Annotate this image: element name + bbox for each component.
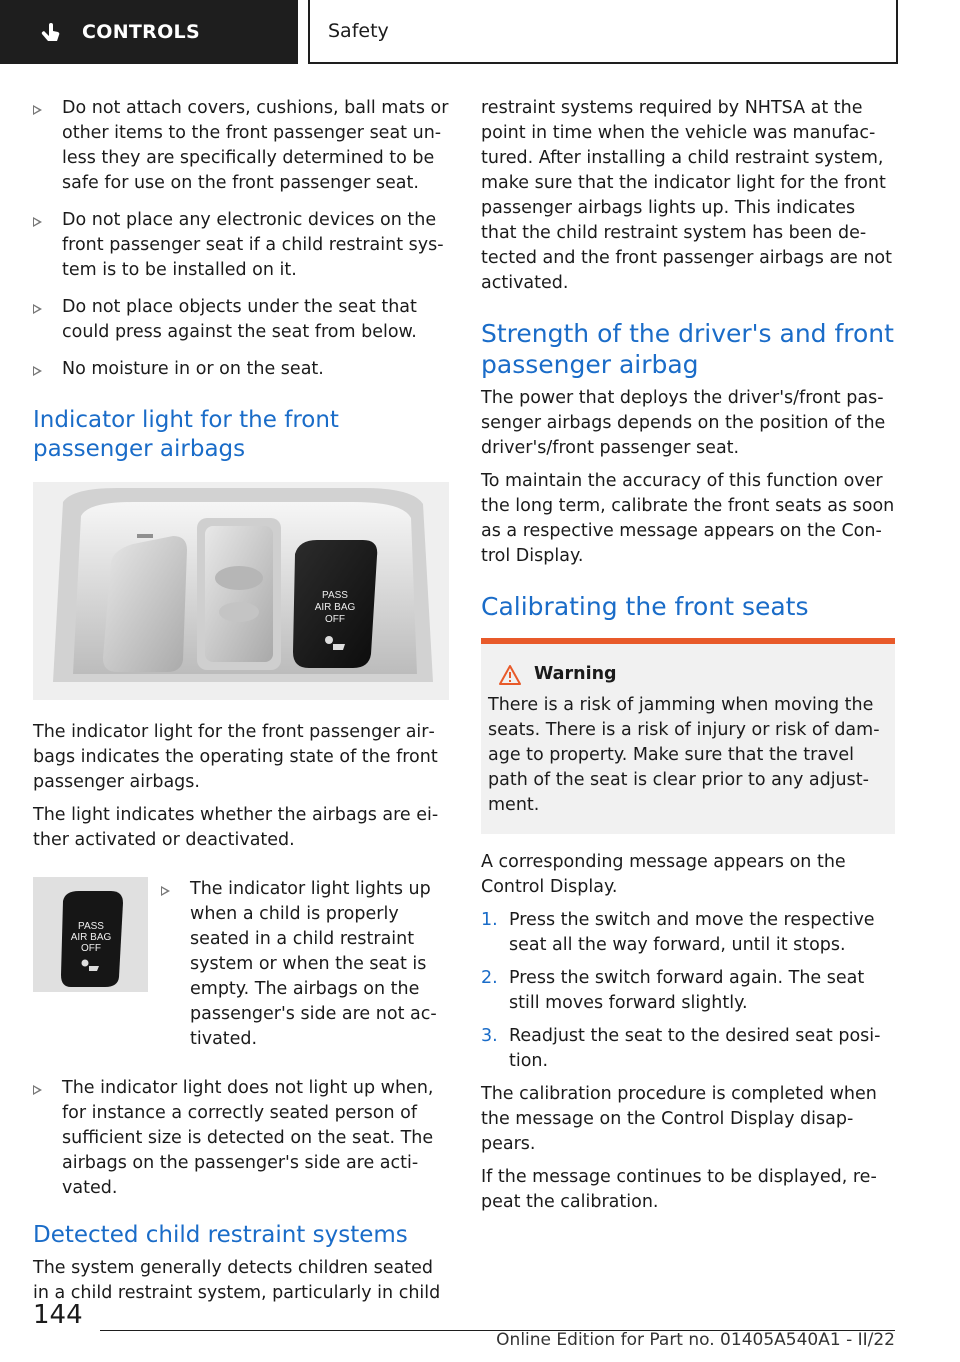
list-item: 1. Press the switch and move the respective seat all the way forward, until it stops. (481, 910, 875, 955)
triangle-bullet-icon (33, 1085, 42, 1095)
detected-para-continued: restraint systems required by NHTSA at the point in time when the vehicle was manufactured. After installing a child restraint system, make sure that the indicator light for the front passenger airbags lights up. This indicates that the child restraint system has been detected and the front passenger airbags are not activated. (481, 98, 892, 293)
indicator-para-1: The indicator light for the front passenger airbags indicates the operating state of the front passenger airbags. (33, 722, 438, 792)
hand-pointer-icon (40, 21, 62, 43)
page-header (0, 0, 960, 66)
chapter-title: Safety (328, 20, 389, 42)
photo-label-airbag: AIR BAG (314, 602, 356, 613)
heading-indicator-light: Indicator light for the front passenger airbags (33, 407, 339, 462)
warning-title: Warning (488, 662, 881, 687)
page-footer (0, 1290, 960, 1362)
list-item: The indicator light lights up when a child is properly seated in a child restraint system or when the seat is empty. The airbags on the passenger's side are not activated. (161, 877, 449, 1052)
list-item: 3. Readjust the seat to the desired seat position. (481, 1026, 881, 1071)
right-column (481, 96, 895, 1223)
overhead-console-illustration (33, 482, 449, 700)
precautions-list (33, 96, 449, 382)
detected-para: The system generally detects children seated in a child restraint system, particularly in child (33, 1258, 441, 1303)
thumb-label-off: OFF (81, 943, 101, 954)
triangle-bullet-icon (33, 366, 42, 376)
thumb-label-airbag: AIR BAG (70, 932, 112, 943)
chapter-tab (308, 0, 898, 64)
heading-detected-restraints: Detected child restraint systems (33, 1222, 408, 1248)
thumb-label-pass: PASS (78, 921, 104, 932)
indicator-state-list (161, 877, 449, 1064)
warning-triangle-icon (498, 664, 522, 686)
list-item: Do not attach covers, cushions, ball mats or other items to the front passenger seat unless they are specifically determined to be safe for use on the front passenger seat. (33, 96, 449, 196)
indicator-not-lit-list (33, 1076, 449, 1201)
section-title: CONTROLS (82, 21, 200, 43)
complete-para: The calibration procedure is completed when the message on the Control Display disappears. (481, 1084, 877, 1154)
repeat-para: If the message continues to be displayed, repeat the calibration. (481, 1167, 877, 1212)
airbag-off-switch-illustration (33, 877, 148, 992)
section-tab (0, 0, 298, 64)
photo-label-off: OFF (325, 614, 345, 625)
warning-text: There is a risk of jamming when moving the seats. There is a risk of injury or risk of damage to property. Make sure that the travel path of the seat is clear prior to any adjustment. (488, 695, 880, 815)
indicator-para-2: The light indicates whether the airbags are either activated or deactivated. (33, 805, 439, 850)
left-column (33, 96, 449, 1314)
heading-calibrating: Calibrating the front seats (481, 592, 809, 621)
warning-box (481, 638, 895, 834)
photo-label-pass: PASS (322, 590, 348, 601)
strength-para-2: To maintain the accuracy of this function over the long term, calibrate the front seats as soon as a respective message appears on the Control Display. (481, 471, 895, 566)
list-item: No moisture in or on the seat. (33, 357, 449, 382)
calibration-steps (481, 908, 895, 1074)
heading-airbag-strength: Strength of the driver's and front passenger airbag (481, 319, 894, 379)
page-number: 144 (33, 1300, 83, 1330)
list-item: The indicator light does not light up when, for instance a correctly seated person of sufficient size is detected on the seat. The airbags on the passenger's side are activated. (33, 1076, 449, 1201)
list-item: Do not place objects under the seat that could press against the seat from below. (33, 295, 449, 345)
indicator-state-row (33, 877, 449, 1064)
strength-para-1: The power that deploys the driver's/front passenger airbags depends on the position of the driver's/front passenger seat. (481, 388, 886, 458)
triangle-bullet-icon (33, 105, 42, 115)
airbag-off-indicator-image (33, 877, 148, 992)
triangle-bullet-icon (33, 217, 42, 227)
triangle-bullet-icon (33, 304, 42, 314)
triangle-bullet-icon (161, 886, 170, 896)
edition-note: Online Edition for Part no. 01405A540A1 - II/22 (496, 1330, 895, 1350)
indicator-light-photo (33, 482, 449, 700)
list-item: Do not place any electronic devices on the front passenger seat if a child restraint system is to be installed on it. (33, 208, 449, 283)
list-item: 2. Press the switch forward again. The seat still moves forward slightly. (481, 968, 865, 1013)
message-para: A corresponding message appears on the Control Display. (481, 852, 846, 897)
